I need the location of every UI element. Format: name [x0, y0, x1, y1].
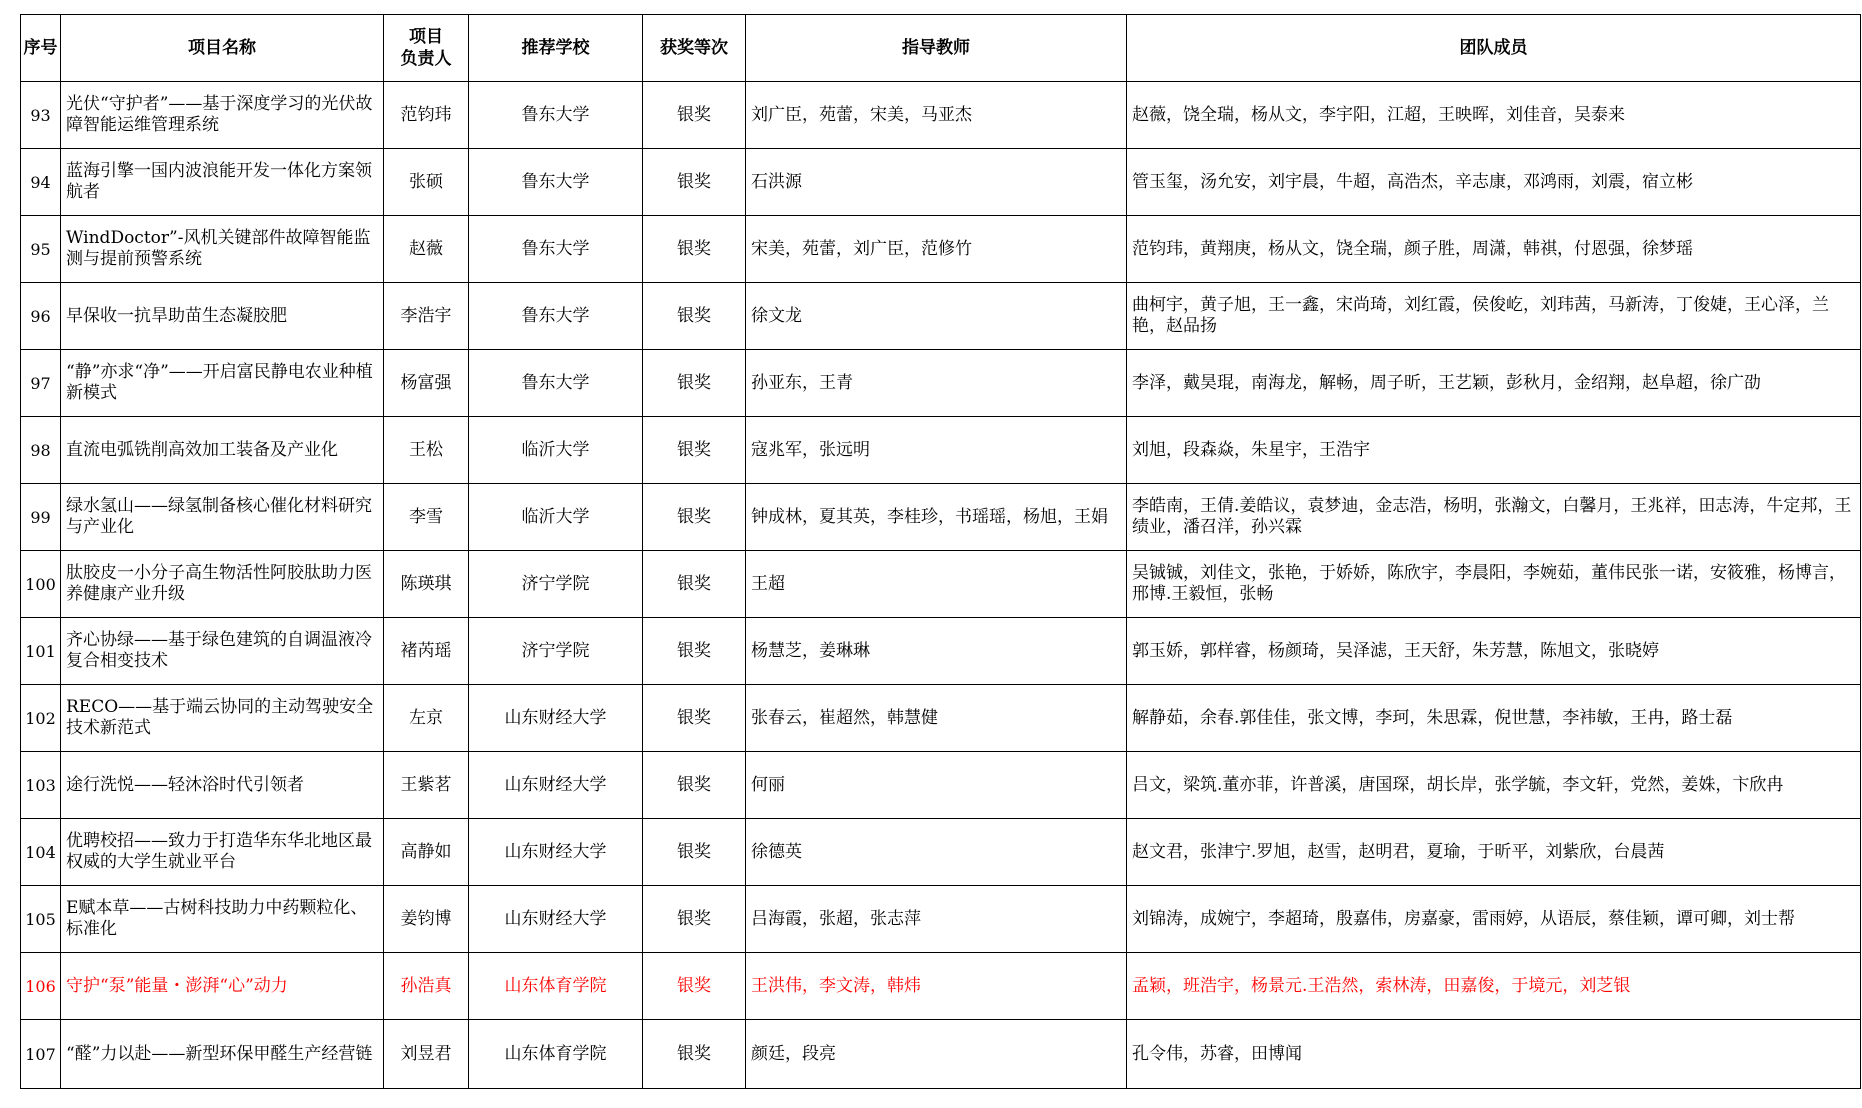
cell-seq: 103: [21, 752, 61, 819]
cell-leader: 王松: [384, 417, 469, 484]
cell-project-name: 守护“泵”能量・澎湃“心”动力: [61, 953, 384, 1020]
cell-members: 刘锦涛，成婉宁，李超琦，殷嘉伟，房嘉豪，雷雨婷，从语辰，蔡佳颖，谭可卿，刘士帮: [1127, 886, 1861, 953]
header-award: 获奖等次: [643, 15, 746, 82]
table-row: [21, 283, 1861, 350]
cell-project-name: 途行洗悦——轻沐浴时代引领者: [61, 752, 384, 819]
cell-award: 银奖: [643, 618, 746, 685]
cell-leader: 王紫茗: [384, 752, 469, 819]
cell-members: 孟颖，班浩宇，杨景元.王浩然，索林涛，田嘉俊，于境元，刘芝银: [1127, 953, 1861, 1020]
cell-teachers: 吕海霞，张超，张志萍: [746, 886, 1127, 953]
cell-seq: 97: [21, 350, 61, 417]
cell-project-name: 优聘校招——致力于打造华东华北地区最权威的大学生就业平台: [61, 819, 384, 886]
cell-award: 银奖: [643, 484, 746, 551]
cell-award: 银奖: [643, 752, 746, 819]
cell-seq: 105: [21, 886, 61, 953]
awards-table: [20, 14, 1861, 1089]
table-row: [21, 350, 1861, 417]
cell-leader: 李浩宇: [384, 283, 469, 350]
cell-teachers: 徐德英: [746, 819, 1127, 886]
cell-leader: 刘昱君: [384, 1020, 469, 1089]
header-members: 团队成员: [1127, 15, 1861, 82]
table-row: [21, 82, 1861, 149]
cell-members: 管玉玺，汤允安，刘宇晨，牛超，高浩杰，辛志康，邓鸿雨，刘震，宿立彬: [1127, 149, 1861, 216]
table-row: [21, 149, 1861, 216]
cell-award: 银奖: [643, 886, 746, 953]
cell-school: 鲁东大学: [469, 350, 643, 417]
cell-project-name: “静”亦求“净”——开启富民静电农业种植新模式: [61, 350, 384, 417]
cell-leader: 陈瑛琪: [384, 551, 469, 618]
cell-award: 银奖: [643, 82, 746, 149]
cell-teachers: 王洪伟，李文涛，韩炜: [746, 953, 1127, 1020]
header-teachers: 指导教师: [746, 15, 1127, 82]
cell-seq: 99: [21, 484, 61, 551]
cell-school: 鲁东大学: [469, 82, 643, 149]
table-row: [21, 1020, 1861, 1089]
cell-project-name: 早保收一抗旱助苗生态凝胶肥: [61, 283, 384, 350]
cell-award: 银奖: [643, 1020, 746, 1089]
cell-project-name: 绿水氢山——绿氢制备核心催化材料研究与产业化: [61, 484, 384, 551]
cell-seq: 93: [21, 82, 61, 149]
cell-teachers: 颜廷，段亮: [746, 1020, 1127, 1089]
cell-leader: 张硕: [384, 149, 469, 216]
cell-project-name: 蓝海引擎一国内波浪能开发一体化方案领航者: [61, 149, 384, 216]
cell-seq: 98: [21, 417, 61, 484]
cell-award: 银奖: [643, 953, 746, 1020]
cell-project-name: 齐心协绿——基于绿色建筑的自调温液冷复合相变技术: [61, 618, 384, 685]
cell-award: 银奖: [643, 283, 746, 350]
cell-members: 郭玉娇，郭样睿，杨颜琦，吴泽滤，王天舒，朱芳慧，陈旭文，张晓婷: [1127, 618, 1861, 685]
cell-project-name: 光伏“守护者”——基于深度学习的光伏故障智能运维管理系统: [61, 82, 384, 149]
cell-school: 山东财经大学: [469, 886, 643, 953]
cell-teachers: 刘广臣，苑蕾，宋美，马亚杰: [746, 82, 1127, 149]
cell-school: 济宁学院: [469, 618, 643, 685]
cell-award: 银奖: [643, 350, 746, 417]
cell-project-name: “醛”力以赴——新型环保甲醛生产经营链: [61, 1020, 384, 1089]
table-row: [21, 551, 1861, 618]
cell-school: 鲁东大学: [469, 149, 643, 216]
cell-project-name: 肽胶皮一小分子高生物活性阿胶肽助力医养健康产业升级: [61, 551, 384, 618]
cell-leader: 杨富强: [384, 350, 469, 417]
cell-seq: 95: [21, 216, 61, 283]
cell-seq: 104: [21, 819, 61, 886]
cell-school: 临沂大学: [469, 484, 643, 551]
cell-school: 鲁东大学: [469, 283, 643, 350]
cell-school: 临沂大学: [469, 417, 643, 484]
cell-teachers: 杨慧芝，姜琳琳: [746, 618, 1127, 685]
cell-seq: 94: [21, 149, 61, 216]
cell-leader: 左京: [384, 685, 469, 752]
cell-teachers: 钟成林，夏其英，李桂珍，书瑶瑶，杨旭，王娟: [746, 484, 1127, 551]
cell-school: 山东财经大学: [469, 752, 643, 819]
cell-school: 山东财经大学: [469, 685, 643, 752]
cell-seq: 96: [21, 283, 61, 350]
table-body: [21, 82, 1861, 1089]
cell-members: 解静茹，余春.郭佳佳，张文博，李珂，朱思霖，倪世慧，李袆敏，王冉，路士磊: [1127, 685, 1861, 752]
cell-members: 孔令伟，苏睿，田博闻: [1127, 1020, 1861, 1089]
cell-teachers: 孙亚东，王青: [746, 350, 1127, 417]
cell-leader: 褚芮瑶: [384, 618, 469, 685]
cell-seq: 106: [21, 953, 61, 1020]
header-leader-line1: 项目: [409, 27, 443, 47]
cell-award: 银奖: [643, 551, 746, 618]
cell-seq: 100: [21, 551, 61, 618]
cell-leader: 高静如: [384, 819, 469, 886]
cell-award: 银奖: [643, 685, 746, 752]
cell-project-name: RECO——基于端云协同的主动驾驶安全技术新范式: [61, 685, 384, 752]
cell-members: 吕文，梁筑.董亦菲，许普溪，唐国琛，胡长岸，张学毓，李文轩，党然，姜姝，卞欣冉: [1127, 752, 1861, 819]
cell-teachers: 石洪源: [746, 149, 1127, 216]
cell-teachers: 王超: [746, 551, 1127, 618]
cell-teachers: 张春云，崔超然，韩慧健: [746, 685, 1127, 752]
table-row-highlighted: [21, 953, 1861, 1020]
cell-members: 赵薇，饶全瑞，杨从文，李宇阳，江超，王映晖，刘佳音，吴泰来: [1127, 82, 1861, 149]
cell-seq: 102: [21, 685, 61, 752]
cell-members: 范钧玮，黄翔庚，杨从文，饶全瑞，颜子胜，周潇，韩祺，付恩强，徐梦瑶: [1127, 216, 1861, 283]
cell-members: 吴铖铖，刘佳文，张艳，于娇娇，陈欣宇，李晨阳，李婉茹，董伟民张一诺，安筱雅，杨博言，邢博.王毅恒，张畅: [1127, 551, 1861, 618]
cell-members: 刘旭，段森焱，朱星宇，王浩宇: [1127, 417, 1861, 484]
cell-seq: 107: [21, 1020, 61, 1089]
table-row: [21, 886, 1861, 953]
cell-teachers: 何丽: [746, 752, 1127, 819]
cell-members: 曲柯宇，黄子旭，王一鑫，宋尚琦，刘红霞，侯俊屹，刘玮茜，马新涛，丁俊婕，王心泽，兰艳，赵品扬: [1127, 283, 1861, 350]
cell-project-name: E赋本草——古树科技助力中药颗粒化、标准化: [61, 886, 384, 953]
cell-school: 山东体育学院: [469, 953, 643, 1020]
table-row: [21, 216, 1861, 283]
header-seq: 序号: [21, 15, 61, 82]
cell-members: 李皓南，王倩.姜皓议，袁梦迪，金志浩，杨明，张瀚文，白馨月，王兆祥，田志涛，牛定邦，王绩业，潘召洋，孙兴霖: [1127, 484, 1861, 551]
table-row: [21, 618, 1861, 685]
cell-teachers: 寇兆军，张远明: [746, 417, 1127, 484]
header-project-name: 项目名称: [61, 15, 384, 82]
header-school: 推荐学校: [469, 15, 643, 82]
cell-leader: 赵薇: [384, 216, 469, 283]
cell-award: 银奖: [643, 417, 746, 484]
cell-leader: 孙浩真: [384, 953, 469, 1020]
table-row: [21, 685, 1861, 752]
table-row: [21, 819, 1861, 886]
cell-school: 鲁东大学: [469, 216, 643, 283]
cell-leader: 范钧玮: [384, 82, 469, 149]
header-leader: [384, 15, 469, 82]
table-row: [21, 484, 1861, 551]
cell-award: 银奖: [643, 819, 746, 886]
table-row: [21, 752, 1861, 819]
table-row: [21, 417, 1861, 484]
header-leader-line2: 负责人: [400, 49, 452, 69]
cell-school: 山东财经大学: [469, 819, 643, 886]
cell-project-name: 直流电弧铣削高效加工装备及产业化: [61, 417, 384, 484]
cell-award: 银奖: [643, 149, 746, 216]
cell-members: 赵文君，张津宁.罗旭，赵雪，赵明君，夏瑜，于昕平，刘紫欣，台晨茜: [1127, 819, 1861, 886]
header-row: [21, 15, 1861, 82]
cell-teachers: 宋美，苑蕾，刘广臣，范修竹: [746, 216, 1127, 283]
cell-leader: 李雪: [384, 484, 469, 551]
cell-award: 银奖: [643, 216, 746, 283]
cell-members: 李泽，戴昊琨，南海龙，解畅，周子昕，王艺颖，彭秋月，金绍翔，赵阜超，徐广劭: [1127, 350, 1861, 417]
cell-teachers: 徐文龙: [746, 283, 1127, 350]
cell-leader: 姜钧博: [384, 886, 469, 953]
cell-seq: 101: [21, 618, 61, 685]
cell-school: 济宁学院: [469, 551, 643, 618]
cell-project-name: WindDoctor”-风机关键部件故障智能监测与提前预警系统: [61, 216, 384, 283]
cell-school: 山东体育学院: [469, 1020, 643, 1089]
